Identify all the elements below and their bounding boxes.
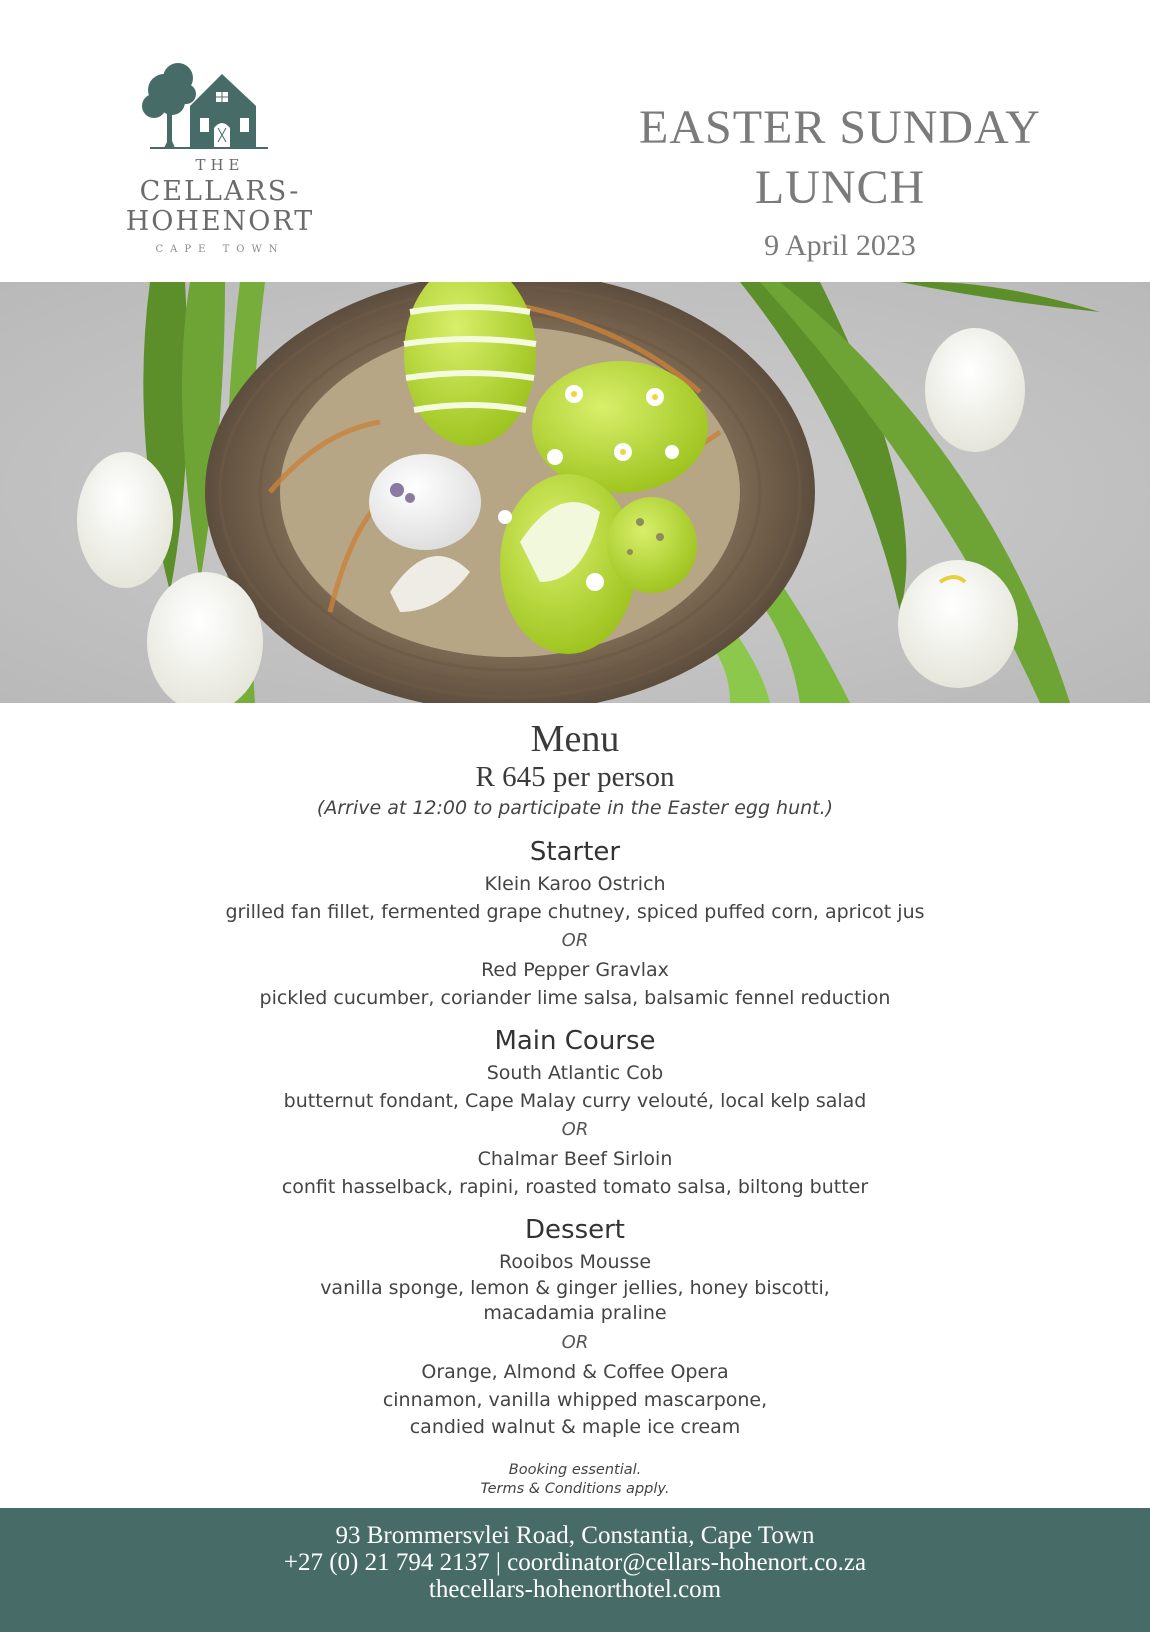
logo-the-text: THE [195,156,245,174]
event-date: 9 April 2023 [764,229,916,262]
main-option2-name: Chalmar Beef Sirloin [477,1148,673,1170]
starter-option2-description: pickled cucumber, coriander lime salsa, balsamic fennel reduction [259,987,891,1009]
easter-eggs-nest-photo-icon [0,282,1150,703]
main-option1-description: butternut fondant, Cape Malay curry velouté, local kelp salad [283,1090,867,1112]
logo-name-line2: HOHENORT [125,206,315,237]
event-title-line1: EASTER SUNDAY [639,101,1041,154]
starter-heading: Starter [529,837,621,867]
main-course-heading: Main Course [494,1026,656,1056]
booking-note: Booking essential. [508,1462,642,1478]
menu-price: R 645 per person [475,761,675,793]
footer-website-link[interactable]: thecellars-hohenorthotel.com [428,1576,722,1603]
dessert-option1-name: Rooibos Mousse [498,1251,652,1273]
dessert-option2-name: Orange, Almond & Coffee Opera [421,1361,729,1383]
event-title-line2: LUNCH [754,161,926,214]
dessert-option2-description-line2: candied walnut & maple ice cream [409,1416,741,1438]
hero-image [0,282,1150,703]
main-option1-name: South Atlantic Cob [486,1062,664,1084]
dessert-heading: Dessert [525,1215,625,1245]
starter-option2-name: Red Pepper Gravlax [481,959,669,981]
dessert-or-separator: OR [561,1332,589,1353]
footer-address: 93 Brommersvlei Road, Constantia, Cape Town [335,1522,815,1549]
dessert-option2-description-line1: cinnamon, vanilla whipped mascarpone, [382,1389,768,1411]
menu-section [0,703,1150,1508]
menu-title: Menu [530,718,620,760]
footer [0,1508,1150,1632]
logo-name-line1: CELLARS- [139,176,301,207]
footer-contact[interactable]: +27 (0) 21 794 2137 | coordinator@cellars-hohenort.co.za [283,1549,867,1576]
house-tree-logo-icon [140,56,270,156]
terms-note: Terms & Conditions apply. [480,1481,670,1497]
egg-hunt-note: (Arrive at 12:00 to participate in the Easter egg hunt.) [316,797,834,819]
main-option2-description: confit hasselback, rapini, roasted tomato salsa, biltong butter [281,1176,869,1198]
dessert-option1-description-line1: vanilla sponge, lemon & ginger jellies, honey biscotti, [320,1277,830,1299]
dessert-option1-description-line2: macadamia praline [483,1302,667,1324]
hotel-logo [100,52,340,262]
starter-option1-description: grilled fan fillet, fermented grape chutney, spiced puffed corn, apricot jus [225,901,925,923]
main-or-separator: OR [561,1119,589,1140]
logo-city-text: CAPE TOWN [155,244,285,255]
header [0,0,1150,282]
event-title-block [600,98,1080,264]
starter-or-separator: OR [561,930,589,951]
starter-option1-name: Klein Karoo Ostrich [484,873,666,895]
